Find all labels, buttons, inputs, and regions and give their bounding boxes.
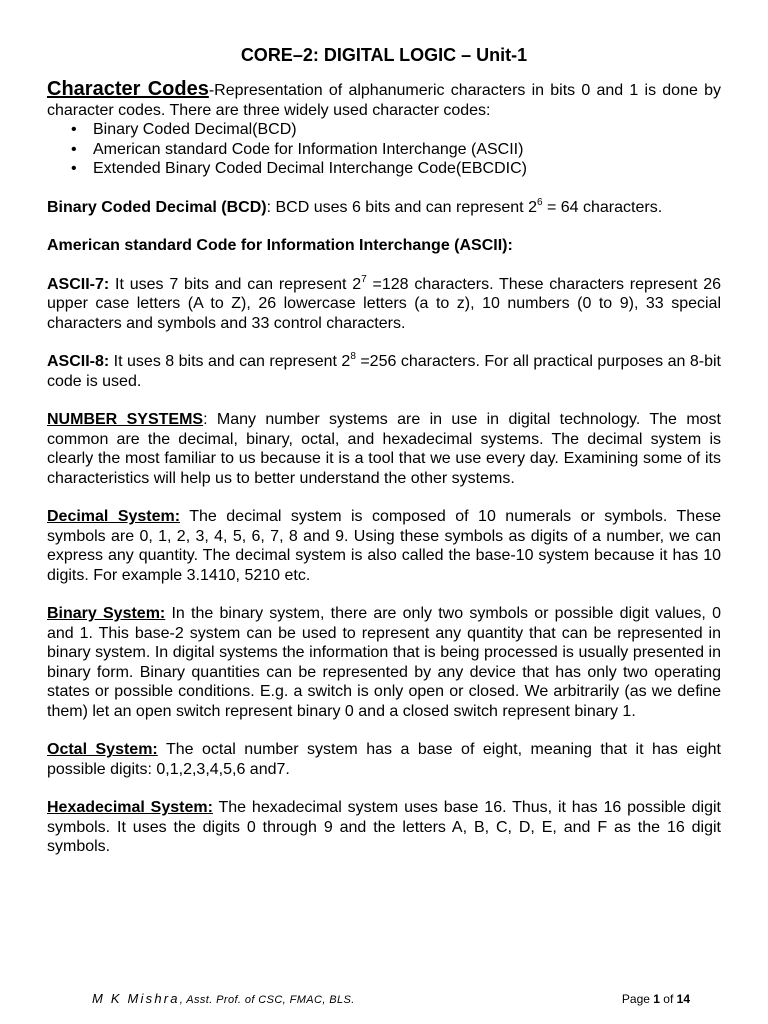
page-total: 14 xyxy=(676,992,690,1006)
author-affiliation: , Asst. Prof. of CSC, FMAC, BLS. xyxy=(179,994,355,1006)
hexadecimal-system-text: The hexadecimal system uses base 16. Thus, it has 16 possible digit symbols. It uses the digits 0 through 9 and the letters A, B, C, D, E, and F as the 16 digit symbols. xyxy=(47,799,722,855)
character-codes-paragraph xyxy=(47,80,721,120)
octal-system-text: The octal number system has a base of eight, meaning that it has eight possible digits: 0,1,2,3,4,5,6 and7. xyxy=(47,741,721,778)
bcd-text-a: : BCD uses 6 bits and can represent 2 xyxy=(266,198,537,216)
hexadecimal-system-paragraph xyxy=(47,798,721,857)
page-label: Page xyxy=(621,992,654,1006)
list-item-text: Extended Binary Coded Decimal Interchange Code(EBCDIC) xyxy=(93,160,527,177)
ascii-heading-text: American standard Code for Information Interchange (ASCII): xyxy=(47,237,513,254)
author-name: M K Mishra xyxy=(92,991,180,1006)
octal-system-paragraph xyxy=(47,740,721,779)
number-systems-text: : Many number systems are in use in digital technology. The most common are the decimal, binary, octal, and hexadecimal systems. The decimal system is clearly the most familiar to us because it is a tool that we use every day. Examining some of its characteristics will help us to better understand the other systems. xyxy=(47,411,721,487)
page-footer xyxy=(92,992,690,1007)
ascii8-text-b: =256 characters. For all practical purposes an 8-bit code is used. xyxy=(47,353,721,390)
ascii8-paragraph xyxy=(47,352,721,391)
list-item xyxy=(71,140,721,160)
document-page xyxy=(47,44,721,857)
decimal-system-paragraph xyxy=(47,507,721,585)
page-of-label: of xyxy=(659,992,677,1006)
bcd-heading: Binary Coded Decimal (BCD) xyxy=(47,198,267,216)
ascii8-heading: ASCII-8: xyxy=(47,353,110,370)
decimal-system-heading: Decimal System: xyxy=(47,508,181,525)
decimal-system-text: The decimal system is composed of 10 numerals or symbols. These symbols are 0, 1, 2, 3, 4, 5, 6, 7, 8 and 9. Using these symbols as digits of a number, we can express any quantity. The decimal system is also called the base-10 system because it has 10 digits. For example 3.1410, 5210 etc. xyxy=(47,508,721,584)
character-codes-list xyxy=(47,120,721,179)
hexadecimal-system-heading: Hexadecimal System: xyxy=(47,799,213,816)
ascii8-exponent: 8 xyxy=(350,351,356,362)
list-item-text: Binary Coded Decimal(BCD) xyxy=(93,121,297,138)
binary-system-heading: Binary System: xyxy=(47,605,166,622)
bullet-icon: • xyxy=(71,140,77,158)
bcd-text-b: = 64 characters. xyxy=(542,198,663,216)
document-title: CORE–2: DIGITAL LOGIC – Unit-1 xyxy=(240,45,528,65)
bcd-paragraph xyxy=(47,198,721,218)
ascii7-exponent: 7 xyxy=(361,273,367,285)
list-item xyxy=(71,159,721,179)
ascii7-text-b: =128 characters. These characters represent 26 upper case letters (A to Z), 26 lowercase letters (a to z), 10 numbers (0 to 9), 33 special characters and symbols and 33 control characters. xyxy=(47,275,721,332)
page-number xyxy=(622,992,690,1006)
binary-system-paragraph xyxy=(47,604,721,721)
octal-system-heading: Octal System: xyxy=(47,741,158,758)
footer-author xyxy=(92,991,355,1006)
binary-system-text: In the binary system, there are only two symbols or possible digit values, 0 and 1. This base-2 system can be used to represent any quantity that can be represented in binary system. In digital systems the information that is being processed is usually presented in binary form. Binary quantities can be represented by any device that has only two operating states or possible conditions. E.g. a switch is only open or closed. We arbitrarily (as we define them) let an open switch represent binary 0 and a closed switch represent binary 1. xyxy=(47,605,721,720)
bullet-icon: • xyxy=(71,160,77,177)
ascii8-text-a: It uses 8 bits and can represent 2 xyxy=(109,353,351,370)
list-item xyxy=(71,120,721,140)
ascii7-text-a: It uses 7 bits and can represent 2 xyxy=(109,275,362,293)
bcd-exponent: 6 xyxy=(536,196,543,208)
ascii-heading xyxy=(47,236,721,256)
number-systems-paragraph xyxy=(47,410,721,488)
ascii7-heading: ASCII-7: xyxy=(47,275,110,293)
ascii7-paragraph xyxy=(47,275,721,334)
number-systems-heading: NUMBER SYSTEMS xyxy=(47,411,204,428)
bullet-icon: • xyxy=(71,121,77,138)
list-item-text: American standard Code for Information Interchange (ASCII) xyxy=(93,140,524,158)
character-codes-heading: Character Codes xyxy=(47,78,209,100)
page-current: 1 xyxy=(653,992,660,1006)
character-codes-text: -Representation of alphanumeric characters in bits 0 and 1 is done by character codes. There are three widely used character codes: xyxy=(47,82,721,119)
